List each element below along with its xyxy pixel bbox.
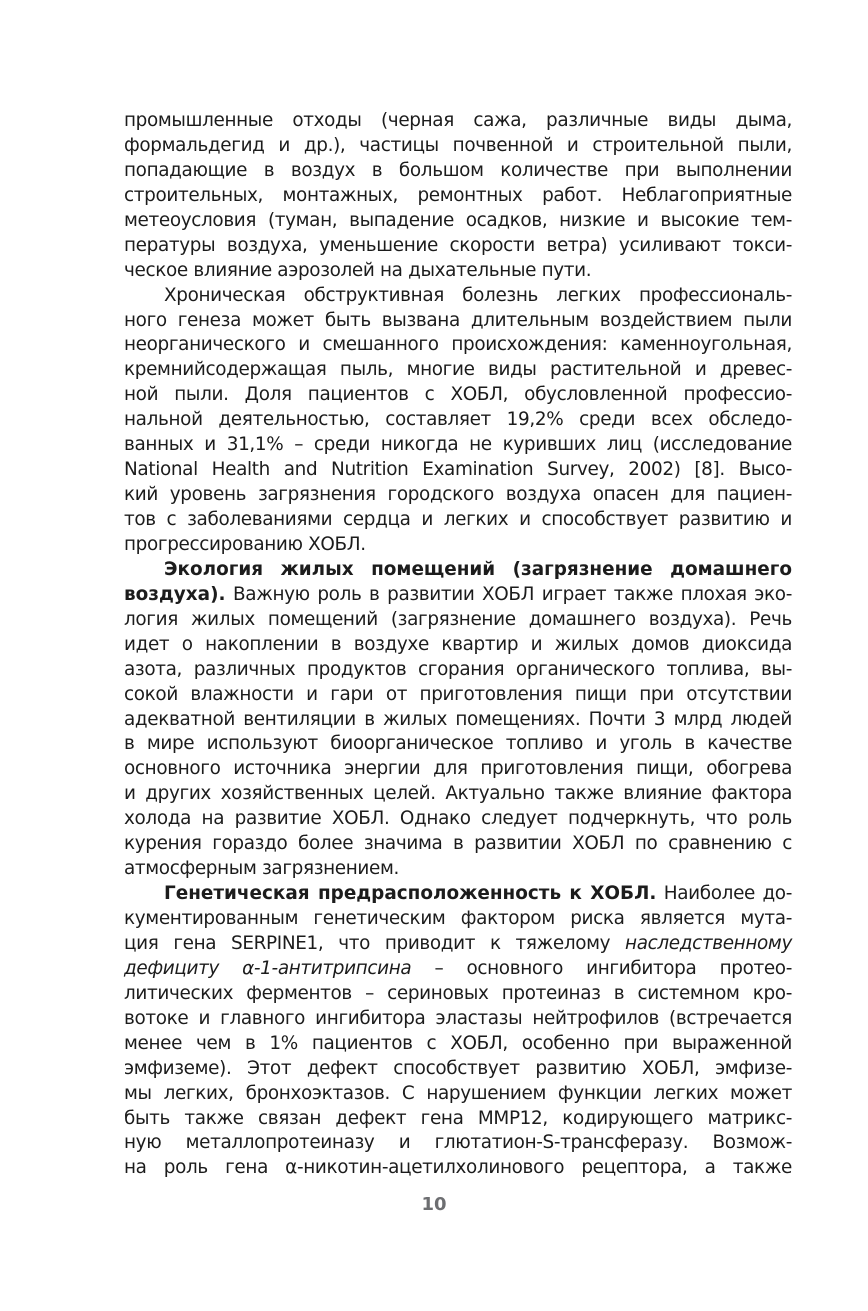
text-line: азота, различных продуктов сгорания органического топлива, вы- (124, 658, 792, 680)
text-line (124, 882, 792, 907)
document-page-body (124, 109, 792, 1181)
text-line: кремнийсодержащая пыль, многие виды растительной и древес- (124, 359, 792, 381)
text-line: на роль гена α-никотин-ацетилхолинового рецептора, а также (124, 1157, 792, 1179)
text-line: ного генеза может быть вызвана длительным воздействием пыли (124, 309, 792, 331)
text-line: вотоке и главного ингибитора эластазы нейтрофилов (встречается (124, 1007, 792, 1029)
text-line: идет о накоплении в воздухе квартир и жилых домов диоксида (124, 633, 792, 655)
text-line: логия жилых помещений (загрязнение домашнего воздуха). Речь (124, 608, 792, 630)
text-line: холода на развитие ХОБЛ. Однако следует подчеркнуть, что роль (124, 808, 792, 830)
italic-term: наследственному (625, 932, 792, 954)
text-line: ческое влияние аэрозолей на дыхательные пути. (124, 259, 592, 281)
text-run: Важную роль в развитии ХОБЛ играет также плохая эко- (225, 583, 792, 605)
text-line: метеоусловия (туман, выпадение осадков, низкие и высокие тем- (124, 209, 792, 231)
text-line: мы легких, бронхоэктазов. С нарушением функции легких может (124, 1082, 792, 1104)
text-line: Хроническая обструктивная болезнь легких профессиональ- (164, 284, 792, 306)
text-line: формальдегид и др.), частицы почвенной и строительной пыли, (124, 134, 792, 156)
text-line: литических ферментов – сериновых протеиназ в системном кро- (124, 982, 792, 1004)
text-line: пературы воздуха, уменьшение скорости ветра) усиливают токси- (124, 234, 792, 256)
text-line (124, 957, 792, 982)
text-line: менее чем в 1% пациентов с ХОБЛ, особенно при выраженной (124, 1032, 792, 1054)
paragraph-industrial-pollution (124, 109, 792, 284)
text-line: нальной деятельностью, составляет 19,2% среди всех обследо- (124, 409, 792, 431)
text-line: и других хозяйственных целей. Актуально также влияние фактора (124, 783, 792, 805)
text-line: попадающие в воздух в большом количестве при выполнении (124, 159, 792, 181)
text-line: неорганического и смешанного происхождения: каменноугольная, (124, 334, 792, 356)
paragraph-indoor-ecology (124, 558, 792, 882)
text-line: ную металлопротеиназу и глютатион-S-трансферазу. Возмож- (124, 1132, 792, 1154)
text-line: строительных, монтажных, ремонтных работ. Неблагоприятные (124, 184, 792, 206)
text-line: National Health and Nutrition Examination Survey, 2002) [8]. Высо- (124, 459, 792, 481)
text-line: быть также связан дефект гена ММР12, кодирующего матрикс- (124, 1107, 792, 1129)
text-line: промышленные отходы (черная сажа, различные виды дыма, (124, 110, 792, 131)
italic-term: дефициту α-1-антитрипсина (124, 957, 412, 979)
text-line: эмфиземе). Этот дефект способствует развитию ХОБЛ, эмфизе- (124, 1057, 792, 1079)
text-run: Наиболее до- (656, 883, 792, 905)
text-line: ванных и 31,1% – среди никогда не куривших лиц (исследование (124, 434, 792, 456)
section-heading-indoor-ecology-cont: воздуха). (124, 583, 226, 605)
paragraph-genetic-predisposition (124, 882, 792, 1181)
text-line: кий уровень загрязнения городского воздуха опасен для пациен- (124, 484, 792, 506)
text-line (124, 583, 792, 608)
paragraph-occupational-copd (124, 284, 792, 558)
text-line: тов с заболеваниями сердца и легких и способствует развитию и (124, 509, 792, 530)
page-number: 10 (421, 1194, 447, 1215)
text-line: адекватной вентиляции в жилых помещениях. Почти 3 млрд людей (124, 708, 792, 730)
section-heading-indoor-ecology: Экология жилых помещений (загрязнение домашнего (164, 558, 792, 580)
text-run: ция гена SERPINE1, что приводит к тяжелому (124, 932, 626, 954)
text-line (124, 558, 792, 583)
text-line: курения гораздо более значима в развитии ХОБЛ по сравнению с (124, 833, 792, 855)
text-line: в мире используют биоорганическое топливо и уголь в качестве (124, 733, 792, 755)
text-run: – основного ингибитора протео- (411, 957, 792, 979)
text-line: ной пыли. Доля пациентов с ХОБЛ, обусловленной профессио- (124, 384, 792, 406)
text-line (124, 932, 792, 957)
text-line: кументированным генетическим фактором риска является мута- (124, 908, 792, 929)
text-line: прогрессированию ХОБЛ. (124, 533, 366, 555)
text-line: сокой влажности и гари от приготовления пищи при отсутствии (124, 683, 792, 705)
text-line: атмосферным загрязнением. (124, 858, 400, 880)
text-line: основного источника энергии для приготовления пищи, обогрева (124, 758, 792, 780)
section-heading-genetic: Генетическая предрасположенность к ХОБЛ. (164, 883, 657, 905)
